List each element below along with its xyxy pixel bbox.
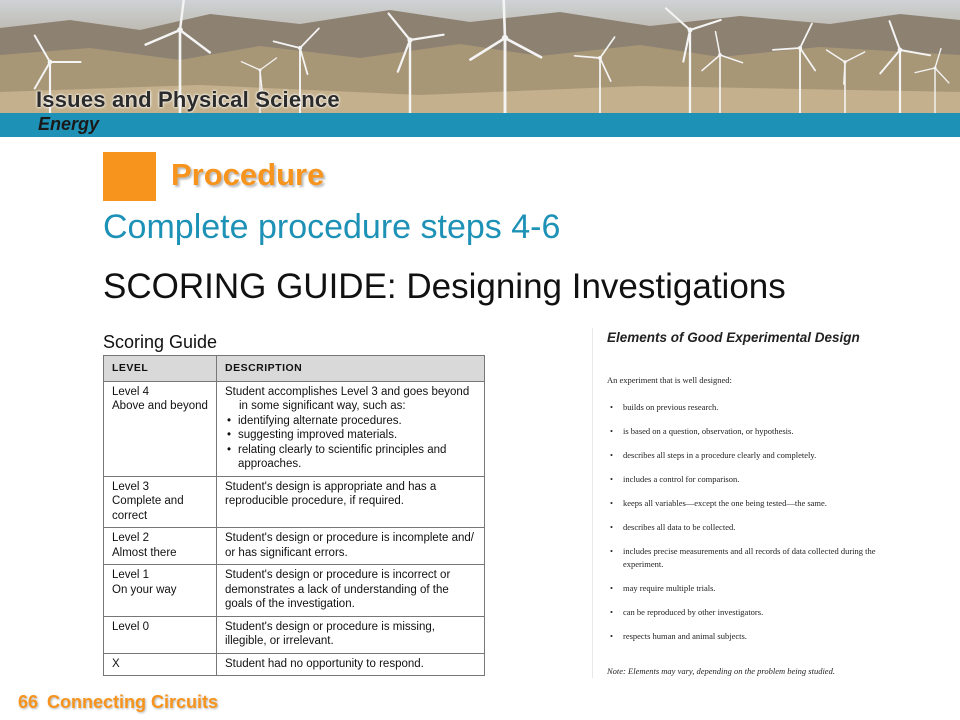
table-header-row	[104, 356, 485, 382]
page-number: 66	[18, 692, 39, 712]
level-label: Almost there	[112, 546, 177, 559]
level-cell	[104, 381, 217, 476]
level-label: Level 1	[112, 569, 150, 581]
guide-heading: SCORING GUIDE: Designing Investigations	[103, 267, 786, 306]
turbine-hub	[258, 68, 261, 71]
turbine-hub	[718, 53, 722, 57]
list-item: • suggesting improved materials.	[238, 428, 478, 443]
turbine-hub	[177, 27, 183, 33]
header-subbar	[0, 113, 960, 137]
turbine-hub	[407, 37, 412, 42]
bullet-icon: •	[610, 426, 613, 436]
unit-label: Energy	[38, 114, 100, 134]
description-cell	[217, 565, 485, 617]
turbine-hub	[298, 46, 302, 50]
section-subtitle: Complete procedure steps 4-6	[103, 208, 561, 246]
description-text: Student's design or procedure is missing, illegible, or irrelevant.	[225, 620, 435, 647]
bullet-icon: •	[610, 474, 613, 484]
list-item-text: includes precise measurements and all records of data collected during the experiment.	[623, 546, 876, 569]
turbine-hub	[598, 56, 602, 60]
list-item-text: describes all data to be collected.	[623, 522, 736, 532]
column-divider	[592, 328, 593, 678]
turbine-blade	[504, 0, 505, 38]
level-label: Above and beyond	[112, 400, 208, 412]
description-text: Student's design or procedure is incomplete and/ or has significant errors.	[225, 532, 474, 559]
list-item	[607, 401, 897, 414]
table-row	[104, 476, 485, 528]
description-cell	[217, 653, 485, 676]
bullet-icon: •	[610, 450, 613, 460]
list-item	[607, 473, 897, 486]
list-item-text: keeps all variables—except the one being tested—the same.	[623, 498, 827, 508]
turbine-hub	[898, 48, 903, 53]
turbine-hub	[933, 66, 936, 69]
table-row	[104, 381, 485, 476]
bullet-icon: •	[610, 546, 613, 556]
bullet-list	[225, 414, 478, 472]
level-label: X	[112, 657, 120, 670]
turbine-hub	[48, 60, 53, 65]
level-cell	[104, 653, 217, 676]
list-item-text: includes a control for comparison.	[623, 474, 740, 484]
description-text: Student's design or procedure is incorrect or demonstrates a lack of understanding of the goals of the investigation.	[225, 569, 451, 610]
level-label: On your way	[112, 583, 177, 596]
bullet-icon: •	[610, 630, 613, 641]
scoring-guide-title: Scoring Guide	[103, 332, 218, 352]
turbine-hub	[502, 35, 508, 41]
turbine-hub	[843, 60, 846, 63]
series-title: Issues and Physical Science	[36, 87, 340, 112]
list-item	[607, 449, 897, 462]
table-row	[104, 653, 485, 676]
table-row	[104, 565, 485, 617]
level-cell	[104, 616, 217, 653]
list-item-text: describes all steps in a procedure clearly and completely.	[623, 450, 817, 460]
header-banner	[0, 0, 960, 113]
scoring-guide-table	[103, 355, 485, 676]
list-item-text: is based on a question, observation, or hypothesis.	[623, 426, 794, 436]
level-label: Level 2	[112, 532, 150, 544]
description-text: Student accomplishes Level 3 and goes beyond in some significant way, such as:	[225, 385, 470, 412]
description-text: Student had no opportunity to respond.	[225, 657, 424, 670]
description-text: Student's design is appropriate and has a reproducible procedure, if required.	[225, 480, 437, 507]
bullet-icon: •	[610, 402, 613, 412]
description-cell	[217, 528, 485, 565]
elements-intro: An experiment that is well designed:	[607, 375, 732, 385]
list-item	[607, 582, 897, 595]
footer-label: Connecting Circuits	[47, 692, 219, 712]
elements-note: Note: Elements may vary, depending on the problem being studied.	[607, 666, 835, 676]
list-item-text: can be reproduced by other investigators.	[623, 606, 764, 617]
section-title: Procedure	[171, 157, 325, 192]
level-label: Level 3	[112, 480, 150, 493]
list-item	[607, 521, 897, 534]
list-item	[607, 630, 897, 643]
level-label: correct	[112, 509, 148, 522]
list-item	[607, 497, 897, 510]
bullet-icon: •	[610, 522, 613, 532]
list-item	[607, 425, 897, 438]
list-item-text: may require multiple trials.	[623, 582, 716, 593]
description-cell	[217, 476, 485, 528]
description-cell	[217, 616, 485, 653]
elements-list	[607, 401, 897, 654]
list-item	[607, 606, 897, 619]
table-row	[104, 528, 485, 565]
list-item-text: builds on previous research.	[623, 402, 719, 412]
level-label: Level 4	[112, 385, 150, 398]
list-item	[607, 545, 897, 570]
footer	[18, 692, 218, 713]
list-item: • relating clearly to scientific principles and approaches.	[238, 443, 478, 472]
level-label: Level 0	[112, 620, 150, 633]
description-cell	[217, 381, 485, 476]
section-marker	[103, 152, 156, 201]
column-header: DESCRIPTION	[217, 356, 485, 382]
level-cell	[104, 476, 217, 528]
bullet-icon: •	[610, 498, 613, 508]
bullet-icon: •	[610, 606, 613, 617]
turbine-hub	[798, 46, 802, 50]
bullet-icon: •	[610, 582, 613, 593]
level-cell	[104, 565, 217, 617]
turbine-hub	[688, 28, 693, 33]
table-row	[104, 616, 485, 653]
level-cell	[104, 528, 217, 565]
column-header: LEVEL	[104, 356, 217, 382]
elements-title: Elements of Good Experimental Design	[607, 330, 860, 345]
list-item-text: respects human and animal subjects.	[623, 630, 747, 641]
level-label: Complete and	[112, 495, 184, 507]
list-item: • identifying alternate procedures.	[238, 414, 478, 429]
